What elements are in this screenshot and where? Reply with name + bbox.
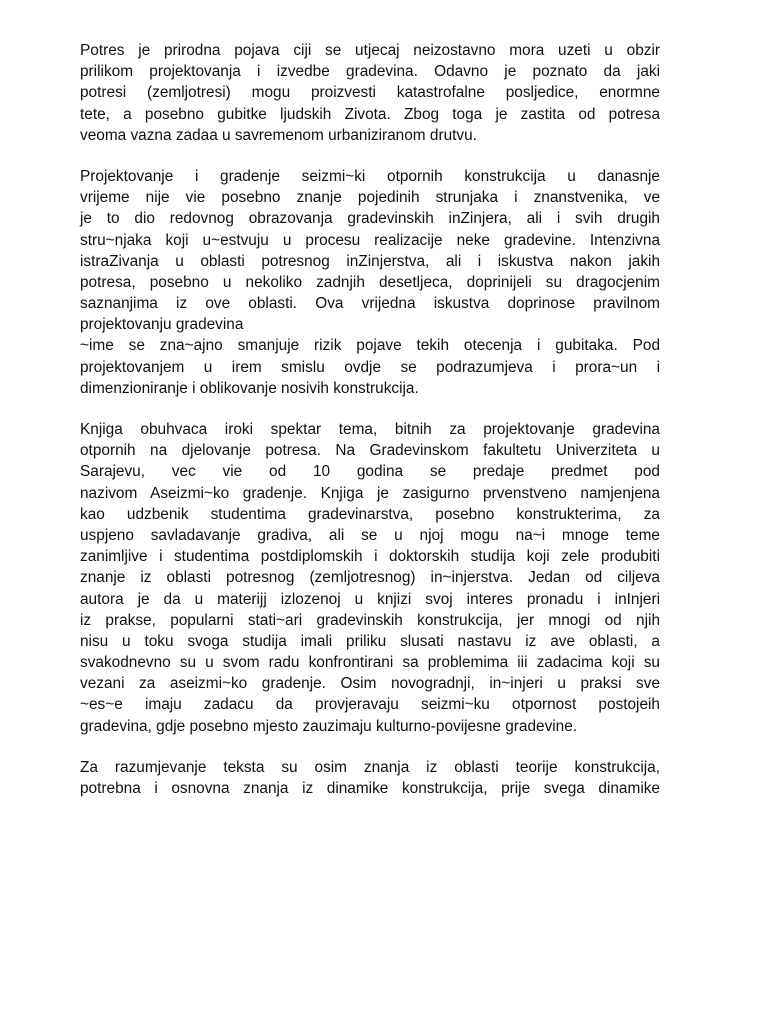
text-line: saznanjima iz ove oblasti. Ova vrijedna iskustva doprinose pravilnom <box>80 295 660 313</box>
text-line: znanje iz oblasti potresnog (zemljotresnog) in~injerstva. Jedan od ciljeva <box>80 569 660 587</box>
paragraph-prerequisites <box>80 757 660 799</box>
text-line: veoma vazna zadaa u savremenom urbaniziranom drutvu. <box>80 126 477 144</box>
text-line: Projektovanje i gradenje seizmi~ki otpornih konstrukcija u danasnje <box>80 167 660 185</box>
text-line: potresi (zemljotresi) mogu proizvesti katastrofalne posljedice, enormne <box>80 84 660 102</box>
text-line: zanimljive i studentima postdiplomskih i doktorskih studija koji zele produbiti <box>80 548 660 566</box>
text-line: kao udzbenik studentima gradevinarstva, posebno konstrukterima, za <box>80 505 660 523</box>
text-line: istraZivanja u oblasti potresnog inZinjerstva, ali i iskustva nakon jakih <box>80 252 660 270</box>
text-line: autora je da u materijj izlozenoj u knjizi svoj interes pronadu i inInjeri <box>80 590 660 608</box>
text-line: Sarajevu, vec vie od 10 godina se predaje predmet pod <box>80 463 660 481</box>
paragraph-design <box>80 166 660 399</box>
text-line: gradevina, gdje posebno mjesto zauzimaju kulturno-povijesne gradevine. <box>80 717 578 735</box>
text-line: Potres je prirodna pojava ciji se utjecaj neizostavno mora uzeti u obzir <box>80 42 660 59</box>
text-line: projektovanju gradevina <box>80 316 244 334</box>
text-line: iz prakse, popularni stati~ari gradevinskih konstrukcija, jer mnogi od njih <box>80 611 660 629</box>
text-line: otpornih na djelovanje potresa. Na Gradevinskom fakultetu Univerziteta u <box>80 442 660 460</box>
text-line: dimenzioniranje i oblikovanje nosivih konstrukcija. <box>80 379 419 397</box>
text-line: ~es~e imaju zadacu da provjeravaju seizmi~ku otpornost postojeih <box>80 696 660 714</box>
text-line: svakodnevno su u svom radu konfrontirani sa problemima iii zadacima koji su <box>80 654 660 672</box>
text-line: stru~njaka koji u~estvuju u procesu realizacije neke gradevine. Intenzivna <box>80 231 660 249</box>
text-line: je to dio redovnog obrazovanja gradevinskih inZinjera, ali i svih drugih <box>80 210 660 228</box>
text-line: Knjiga obuhvaca iroki spektar tema, bitnih za projektovanje gradevina <box>80 421 660 438</box>
text-line: nisu u toku svoga studija imali priliku slusati nastavu iz ave oblasti, a <box>80 632 660 650</box>
document-page <box>80 40 660 819</box>
text-line: uspjeno savladavanje gradiva, ali se u njoj mogu na~i mnoge teme <box>80 526 660 544</box>
text-line: vrijeme nije vie posebno znanje pojedinih strunjaka i znanstvenika, ve <box>80 189 660 207</box>
text-line: potresa, posebno u nekoliko zadnjih desetljeca, doprinijeli su dragocjenim <box>80 273 660 291</box>
text-line: projektovanjem u irem smislu ovdje se podrazumjeva i prora~un i <box>80 358 660 376</box>
text-line: prilikom projektovanja i izvedbe gradevina. Odavno je poznato da jaki <box>80 63 660 81</box>
text-line: ~ime se zna~ajno smanjuje rizik pojave tekih otecenja i gubitaka. Pod <box>80 337 660 355</box>
text-line: nazivom Aseizmi~ko gradenje. Knjiga je zasigurno prvenstveno namjenjena <box>80 484 660 502</box>
text-line: Za razumjevanje teksta su osim znanja iz oblasti teorije konstrukcija, <box>80 758 660 776</box>
text-line: potrebna i osnovna znanja iz dinamike konstrukcija, prije svega dinamike <box>80 780 660 797</box>
text-line: tete, a posebno gubitke ljudskih Zivota. Zbog toga je zastita od potresa <box>80 105 660 123</box>
paragraph-book <box>80 419 660 737</box>
text-line: vezani za aseizmi~ko gradenje. Osim novogradnji, in~injeri u praksi sve <box>80 675 660 693</box>
paragraph-intro <box>80 40 660 146</box>
